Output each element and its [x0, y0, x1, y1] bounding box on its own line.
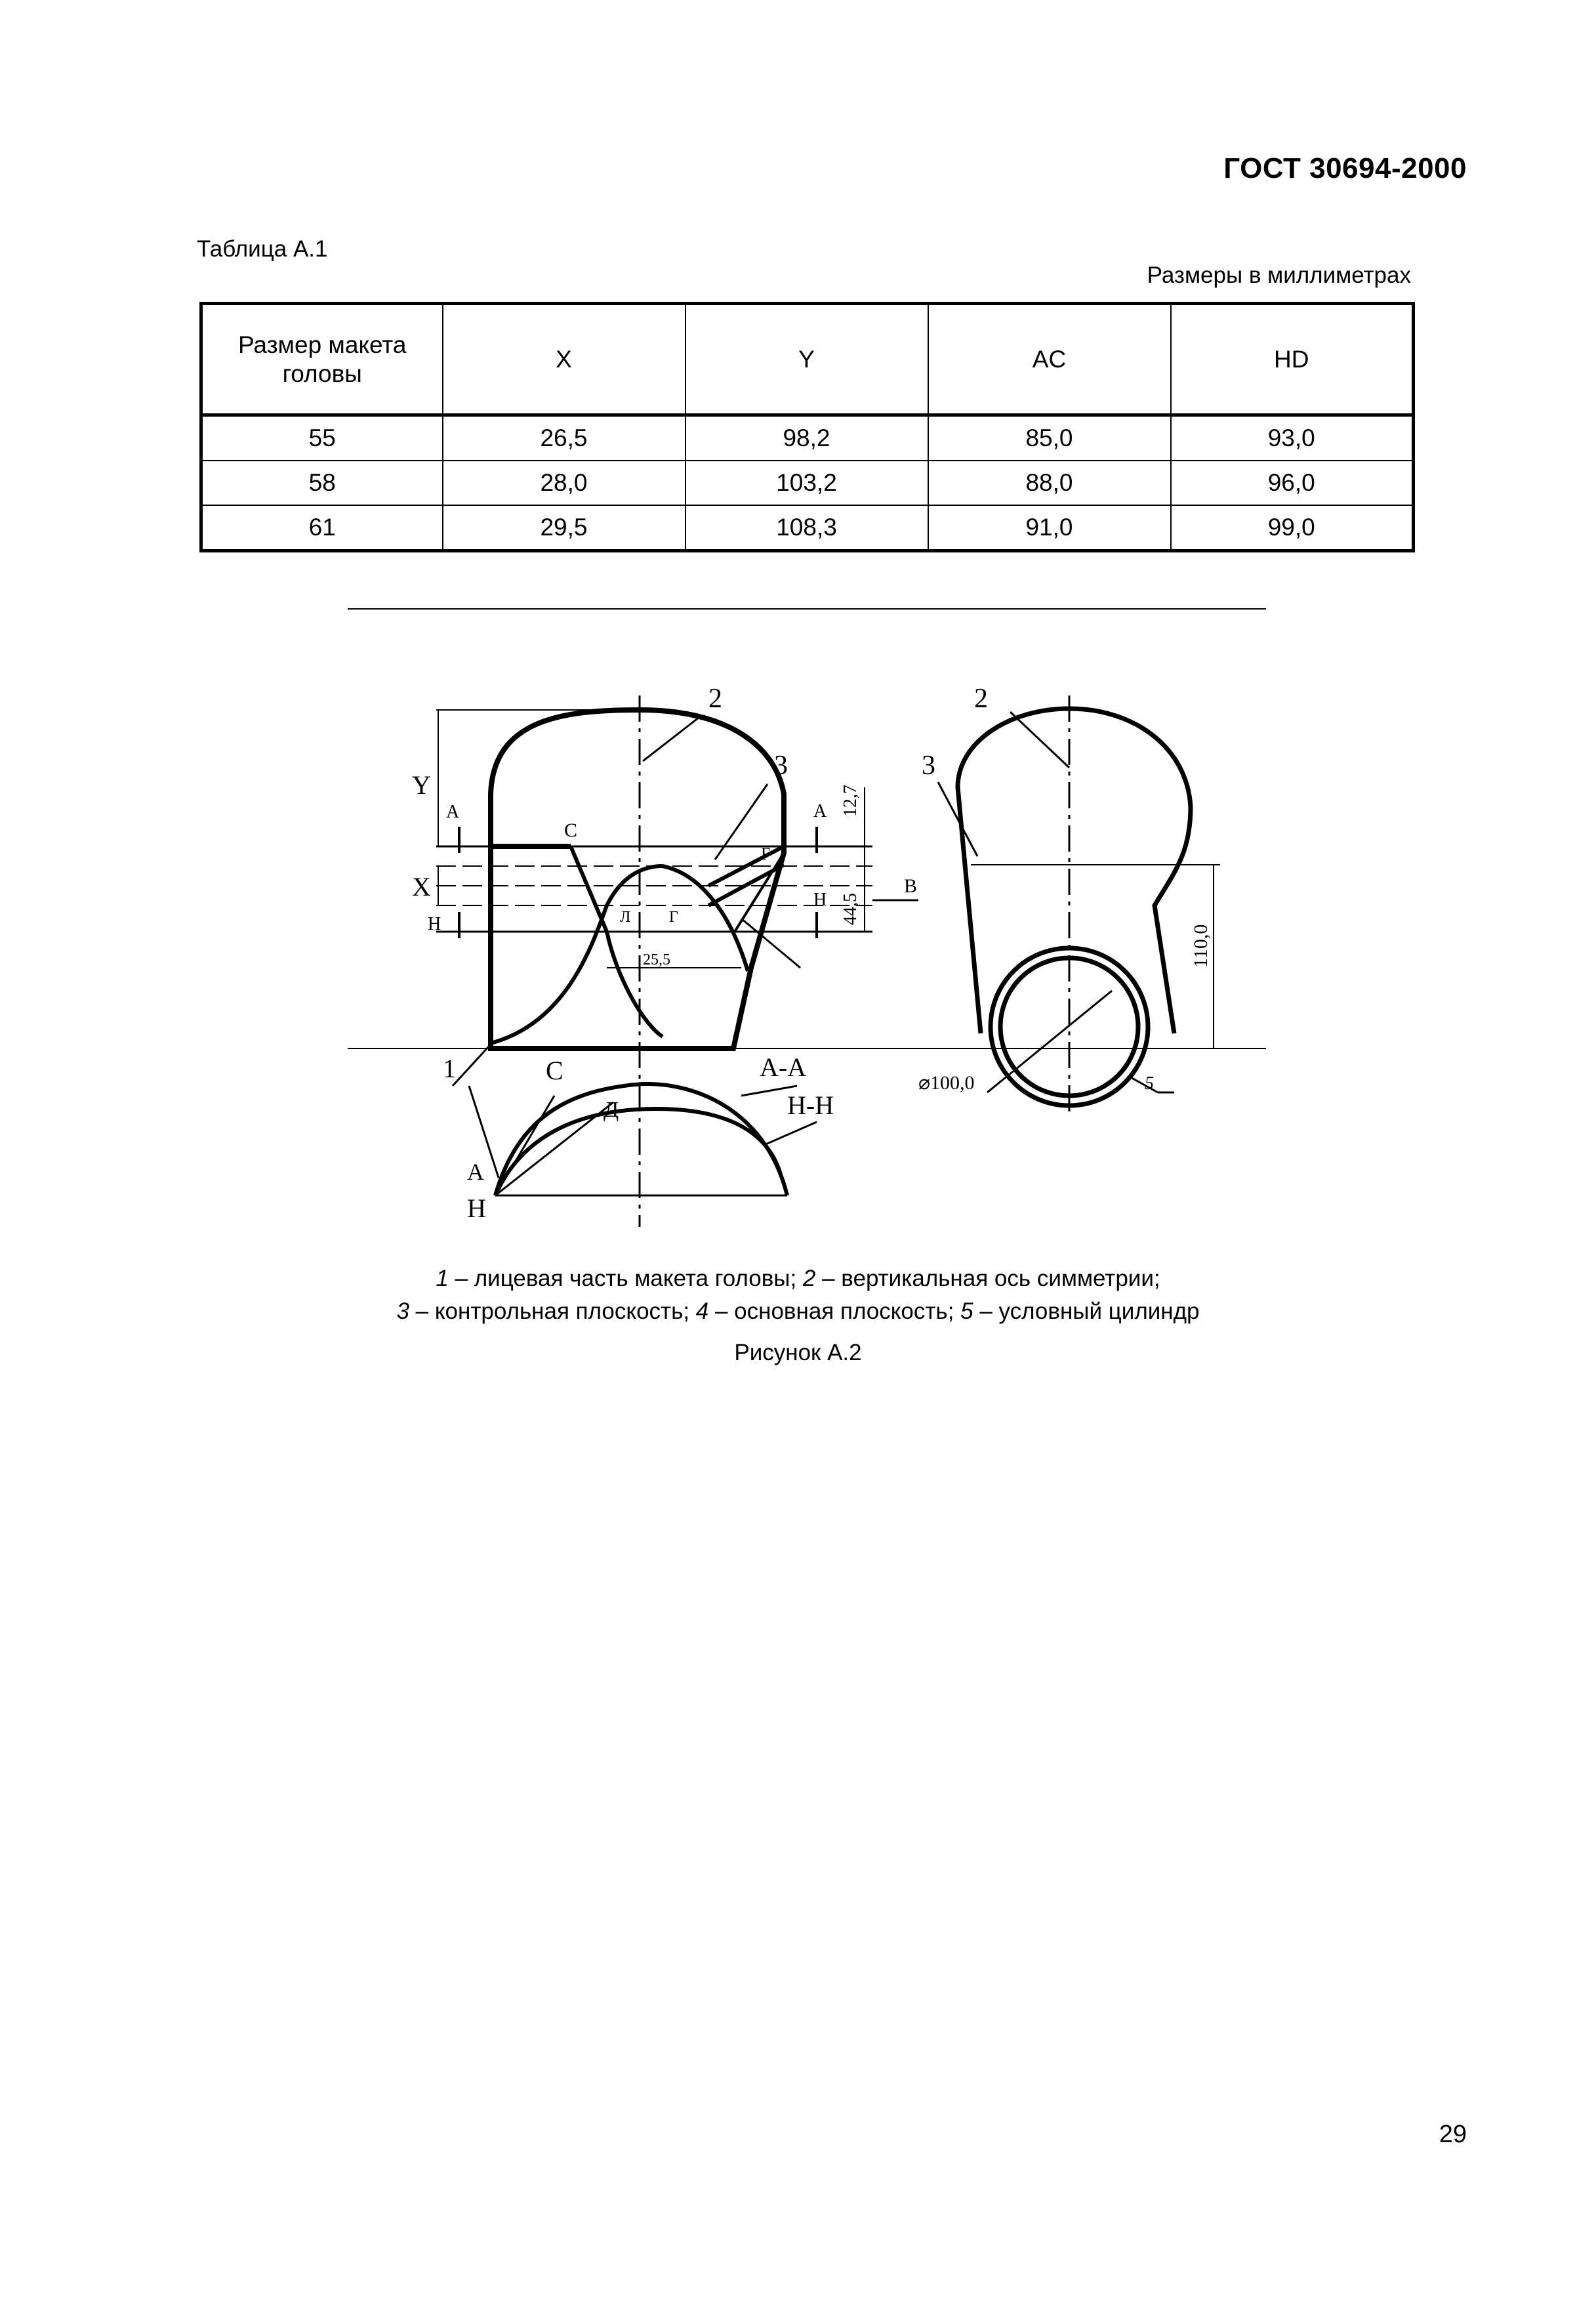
point-h-right: H	[813, 890, 827, 910]
point-a-right: A	[813, 801, 827, 821]
table-cell: 28,0	[443, 461, 685, 505]
right-view	[938, 695, 1220, 1115]
callout-3-right: 3	[922, 751, 935, 781]
dim-110: 110,0	[1190, 924, 1212, 968]
legend-line-2	[0, 1295, 1596, 1328]
view-b: B	[904, 875, 918, 897]
column-header: X	[443, 304, 685, 415]
section-label-hh: H-H	[787, 1090, 834, 1120]
column-header: HD	[1171, 304, 1414, 415]
table-units: Размеры в миллиметрах	[1147, 262, 1411, 288]
column-header: Размер макета головы	[201, 304, 443, 415]
leader-line	[741, 919, 800, 968]
section-label-aa: A-A	[760, 1052, 807, 1082]
section-point-a: A	[467, 1159, 484, 1185]
leader-line-2	[643, 715, 702, 761]
table-cell: 99,0	[1171, 505, 1414, 551]
section-chord	[495, 1096, 554, 1195]
dim-44-5: 44,5	[840, 893, 861, 925]
leader-line-3	[715, 784, 767, 860]
legend-text: – вертикальная ось симметрии;	[815, 1266, 1160, 1291]
legend-text: – лицевая часть макета головы;	[448, 1266, 803, 1291]
point-c: C	[564, 819, 578, 841]
legend-number: 3	[396, 1298, 409, 1324]
callout-1: 1	[443, 1054, 456, 1083]
inner-curve	[571, 846, 663, 1037]
dim-12-7: 12,7	[840, 785, 861, 817]
table-cell: 85,0	[928, 415, 1171, 461]
figure-caption: Рисунок А.2	[734, 1340, 862, 1365]
document-code: ГОСТ 30694-2000	[1223, 152, 1467, 184]
table-cell: 93,0	[1171, 415, 1414, 461]
legend-text: – условный цилиндр	[973, 1298, 1200, 1324]
table-cell: 103,2	[685, 461, 928, 505]
dim-diameter-100: ⌀100,0	[918, 1072, 975, 1094]
callout-2-left: 2	[708, 684, 722, 714]
point-a-left: A	[446, 802, 460, 822]
point-g: Г	[669, 909, 678, 926]
callout-3-left: 3	[774, 751, 788, 781]
table-cell: 61	[201, 505, 443, 551]
point-h-left: H	[428, 914, 441, 934]
callout-2-right: 2	[974, 684, 988, 714]
legend-number: 4	[695, 1298, 709, 1324]
point-l: Л	[620, 909, 631, 926]
section-point-d: Д	[604, 1098, 619, 1122]
table-cell: 55	[201, 415, 443, 461]
callout-5: 5	[1145, 1073, 1154, 1094]
label-x-dim: X	[412, 872, 431, 902]
table-cell: 108,3	[685, 505, 928, 551]
table-cell: 96,0	[1171, 461, 1414, 505]
table-cell: 29,5	[443, 505, 685, 551]
legend-line-1	[0, 1262, 1596, 1295]
table-caption: Таблица А.1	[197, 236, 328, 262]
legend-number: 5	[960, 1298, 973, 1324]
leader-line-hh	[764, 1122, 817, 1145]
legend-text: – основная плоскость;	[708, 1298, 961, 1324]
label-y-dim: Y	[412, 770, 431, 800]
figure-legend	[0, 1262, 1596, 1328]
side-outline	[958, 709, 1191, 1033]
dim-25-5: 25,5	[643, 951, 670, 968]
section-point-h: H	[467, 1193, 486, 1223]
table-cell: 98,2	[685, 415, 928, 461]
leader-line-2-right	[1010, 712, 1069, 768]
legend-text: – контрольная плоскость;	[409, 1298, 696, 1324]
legend-number: 1	[436, 1266, 449, 1291]
legend-number: 2	[802, 1266, 816, 1291]
table-cell: 26,5	[443, 415, 685, 461]
point-f: F	[761, 844, 771, 863]
table-cell: 91,0	[928, 505, 1171, 551]
section-point-c: C	[546, 1056, 563, 1085]
page-number: 29	[1439, 2121, 1467, 2148]
table-cell: 88,0	[928, 461, 1171, 505]
section-chord	[495, 1102, 613, 1195]
inner-curve	[491, 866, 663, 1043]
table-cell: 58	[201, 461, 443, 505]
head-outline	[491, 710, 784, 1048]
leader-line-1	[453, 1047, 489, 1086]
left-view	[436, 695, 918, 1227]
column-header: Y	[685, 304, 928, 415]
column-header: AC	[928, 304, 1171, 415]
